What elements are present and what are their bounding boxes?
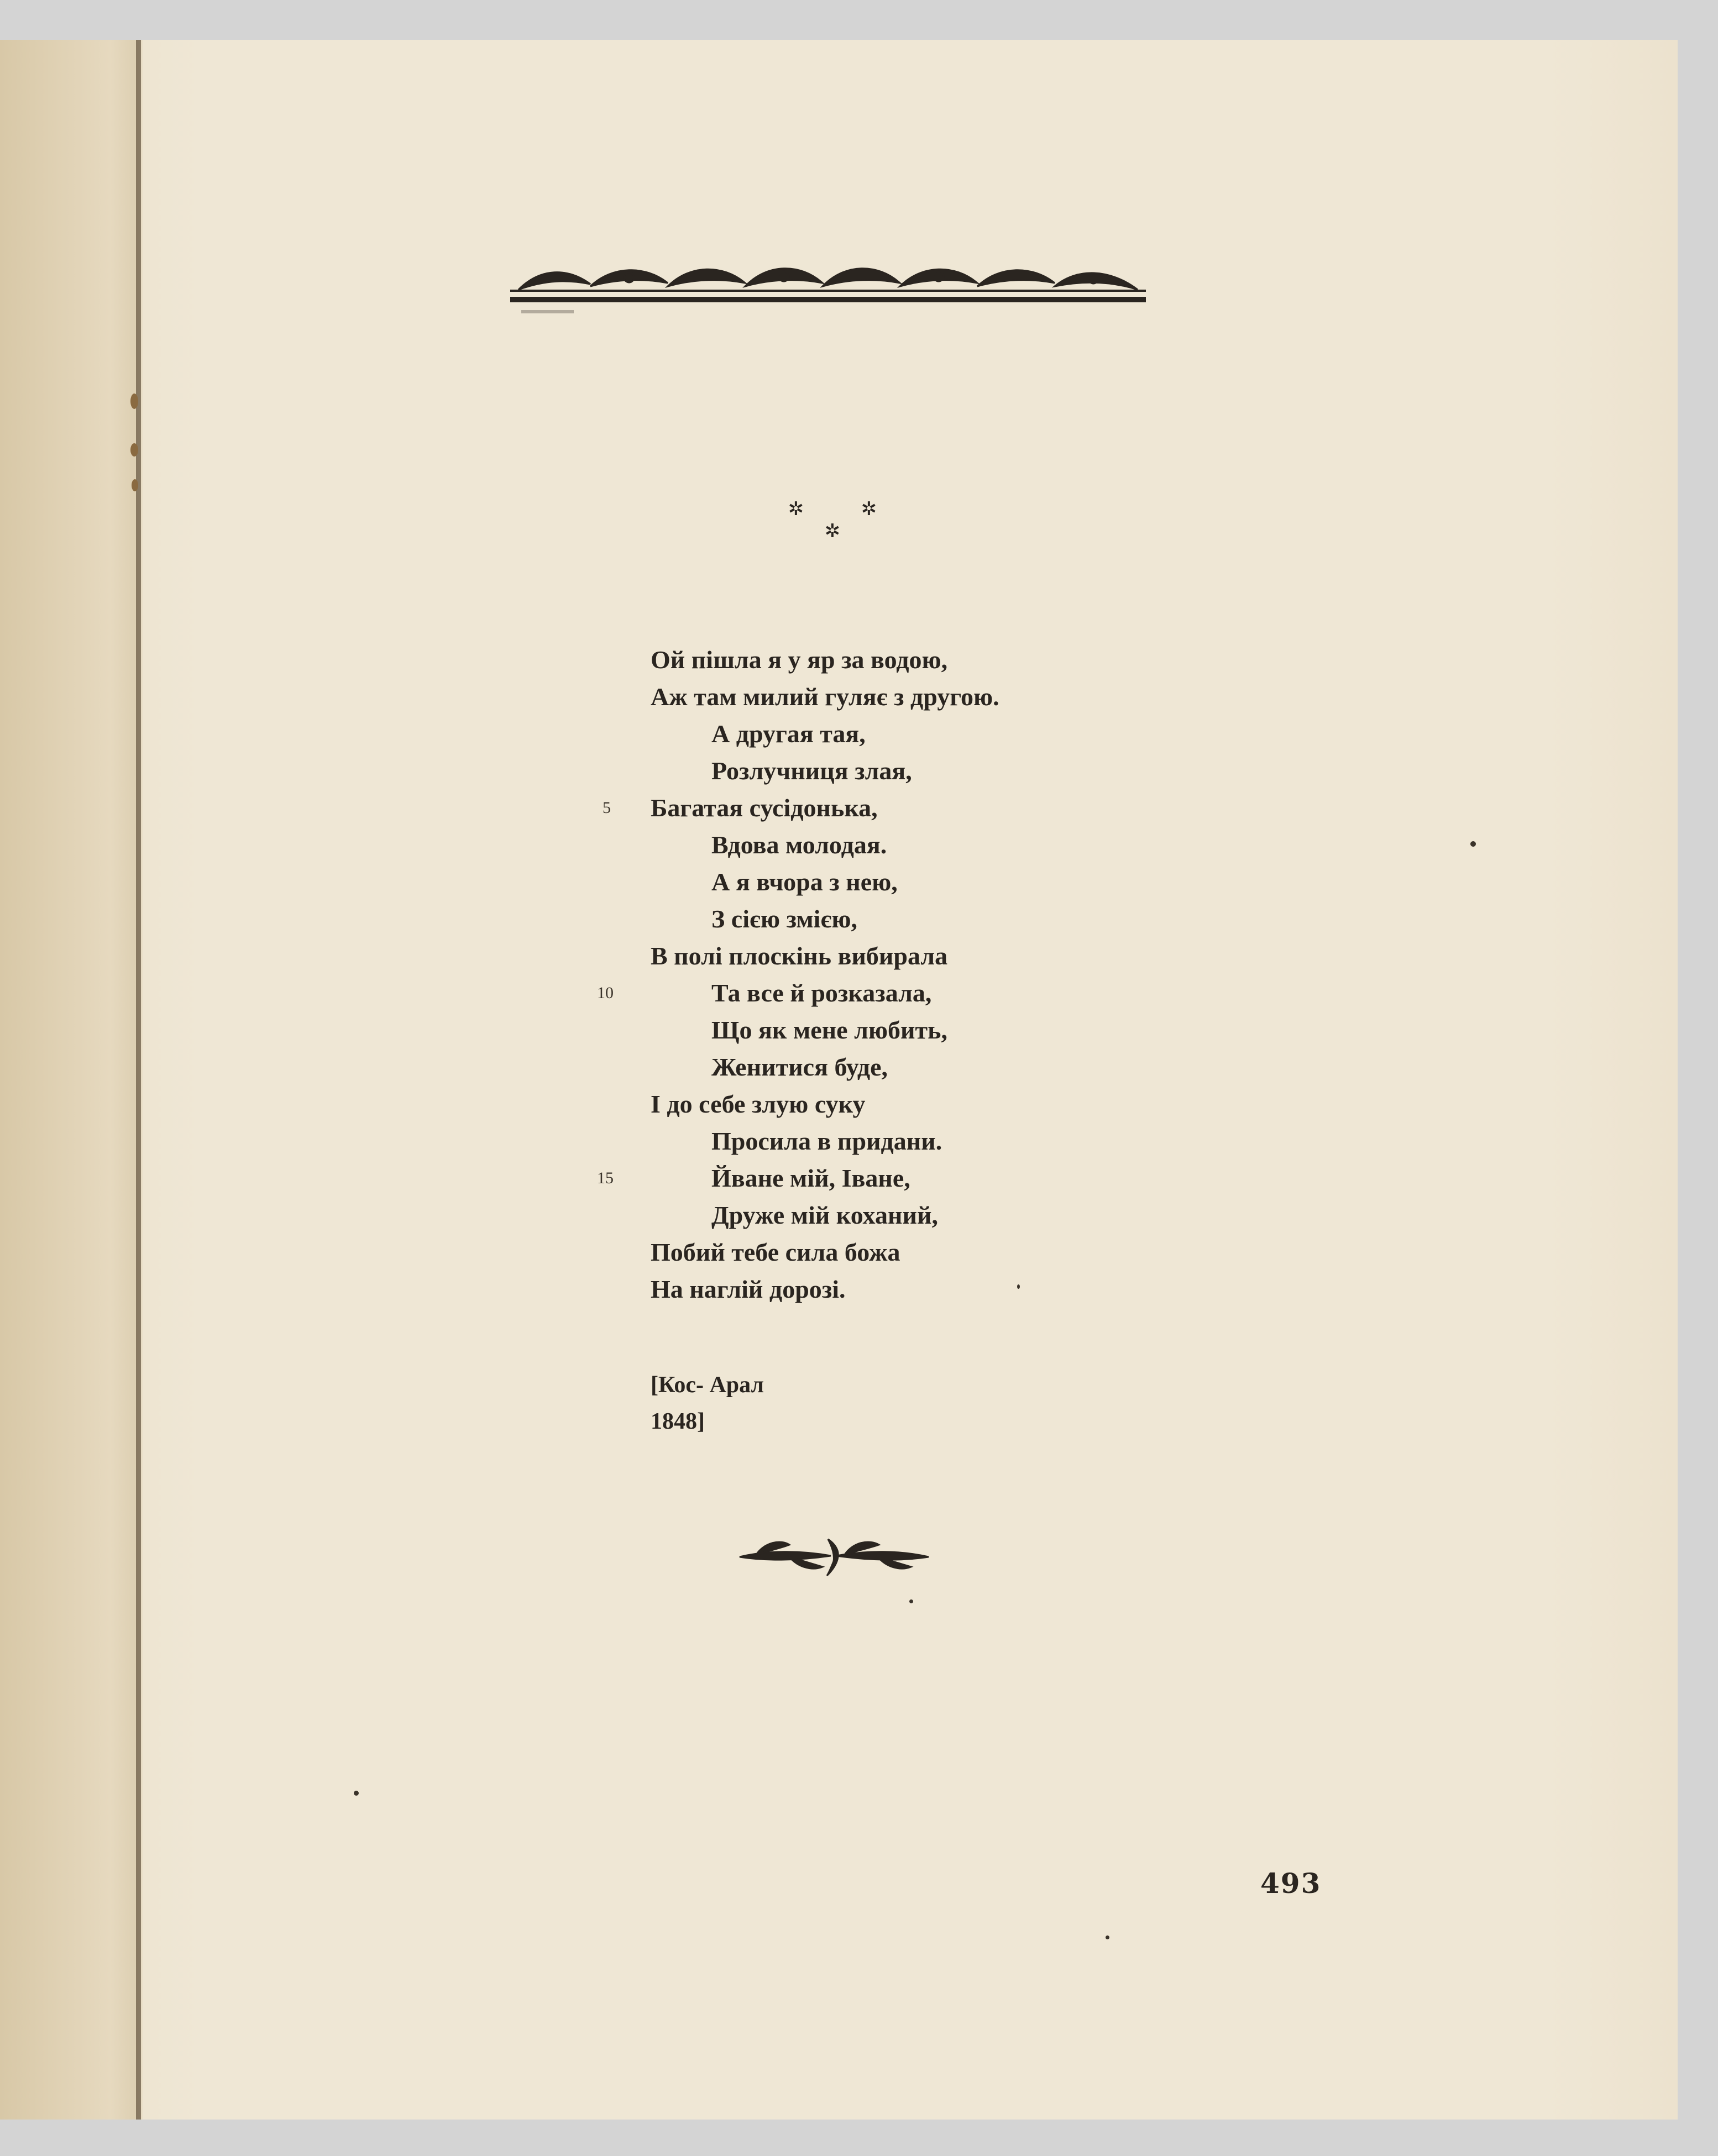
poem-line: Ой пішла я у яр за водою, [651,646,948,674]
svg-text:✲: ✲ [788,498,804,520]
svg-text:✲: ✲ [824,520,841,542]
poem-line: Розлучниця злая, [711,757,912,785]
poem-line: З сією змією, [711,905,857,933]
asterism-icon [779,494,890,549]
line-number: 15 [597,1169,614,1187]
book-page [0,40,1678,2120]
paper-speck [130,443,138,457]
top-ornament-icon [507,229,1149,328]
page-number: 493 [1260,1867,1322,1900]
poem-line: І до себе злую суку [651,1090,866,1118]
bottom-ornament-icon [734,1528,934,1578]
poem-line: Багатая сусідонька, [651,794,878,822]
paper-speck [132,479,138,491]
year-note: 1848] [651,1409,705,1434]
place-note: [Кос- Арал [651,1372,764,1398]
poem-line: Та все й розказала, [711,979,932,1007]
line-number: 10 [597,984,614,1002]
paper-speck [1017,1284,1020,1289]
poem-line: Вдова молодая. [711,831,887,859]
gutter-line [136,40,141,2120]
poem-line: А я вчора з нею, [711,868,898,896]
paper-speck [909,1599,913,1603]
poem-line: В полі плоскінь вибирала [651,942,948,970]
paper-speck [130,394,138,409]
poem-line: Побий тебе сила божа [651,1238,900,1266]
paper-speck [1470,841,1476,847]
line-number: 5 [603,799,611,817]
paper-speck [1106,1935,1109,1939]
poem-line: На наглій дорозі. [651,1275,846,1303]
poem-line: А другая тая, [711,720,866,748]
poem-line: Йване мій, Іване, [711,1164,910,1192]
poem-line: Аж там милий гуляє з другою. [651,683,999,711]
paper-speck [354,1791,359,1796]
book-spine [0,40,143,2120]
poem-line: Просила в придани. [711,1127,942,1155]
poem-line: Женитися буде, [711,1053,888,1081]
poem-line: Що як мене любить, [711,1016,947,1044]
svg-text:✲: ✲ [861,498,877,520]
poem-line: Друже мій коханий, [711,1201,938,1229]
